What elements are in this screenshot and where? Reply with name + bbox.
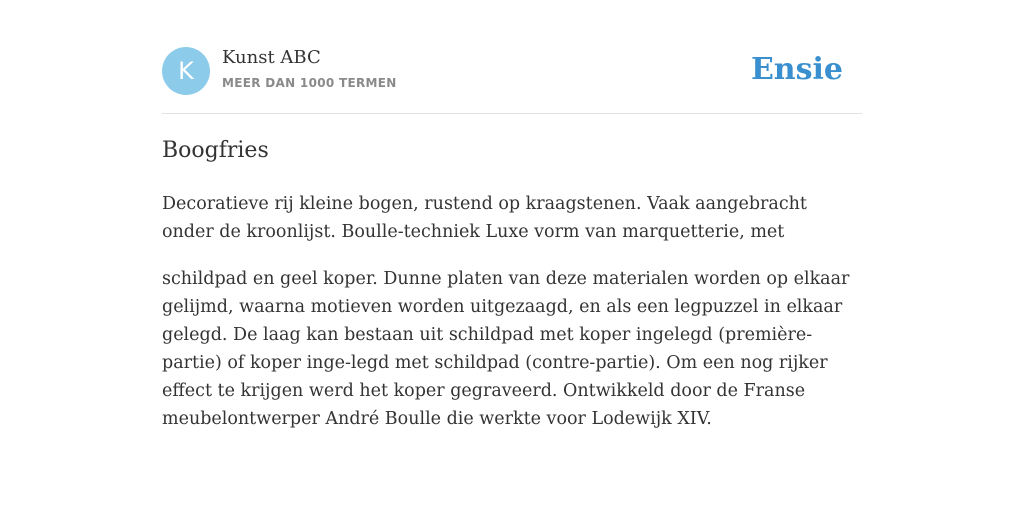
article-paragraph-2: schildpad en geel koper. Dunne platen van deze materialen worden op elkaar gelijmd, waarna motieven worden uitgezaagd, en als een legpuzzel in elkaar gelegd. De laag kan bestaan uit schildpad met koper ingelegd (première-partie) of koper inge-legd met schildpad (contre-partie). Om een nog rijker effect te krijgen werd het koper gegraveerd. Ontwikkeld door de Franse meubelontwerper André Boulle die werkte voor Lodewijk XIV. <box>162 269 850 429</box>
header-divider <box>162 113 862 114</box>
source-name[interactable]: Kunst ABC <box>222 47 321 68</box>
header <box>162 46 862 96</box>
article-paragraph-1: Decoratieve rij kleine bogen, rustend op kraagstenen. Vaak aangebracht onder de kroonlijst. Boulle-techniek Luxe vorm van marquetterie, met <box>162 194 807 242</box>
page-title: Boogfries <box>162 138 269 163</box>
source-subtitle: MEER DAN 1000 TERMEN <box>222 76 397 90</box>
avatar[interactable]: K <box>162 47 210 95</box>
brand-logo[interactable]: Ensie <box>750 52 843 87</box>
